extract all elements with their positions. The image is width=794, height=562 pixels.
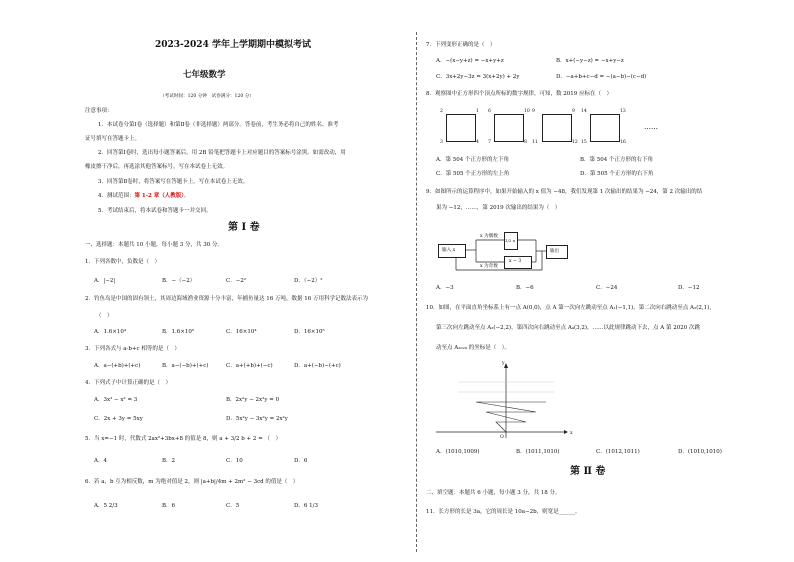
q7-option-a: A．−(x−y+z) = −x+y+z: [436, 58, 504, 64]
flow-input-label: 输入 x: [442, 248, 456, 253]
q9-stem-b: 果为 −12，……，第 2019 次输出的结果为（ ）: [436, 205, 561, 211]
sq-num: 14: [581, 109, 587, 114]
q10-option-a: A．(1010,1009): [436, 449, 480, 455]
sq-num: 16: [620, 140, 626, 145]
q9-option-c: C．−24: [596, 285, 618, 291]
note-3: 3．回答第Ⅱ卷时，将答案写在答题卡上。写在本试卷上无效。: [98, 179, 249, 185]
flow-odd-label: x 为奇数: [480, 264, 498, 269]
q8-stem: 8．观察图中正方形四个顶点所标的数字规律，可知，数 2019 应标在（ ）: [426, 91, 612, 97]
note-4: 4．测试范围：第 1-2 章（人教版）。: [98, 193, 190, 199]
q3-option-a: A．a−(+b)+(+c): [94, 363, 141, 369]
sq-num: 7: [488, 140, 491, 145]
sq-num: 9: [532, 109, 535, 114]
q5-option-d: D．6: [294, 458, 308, 464]
note-1b: 证号填写在答题卡上。: [85, 136, 141, 142]
q8-option-a: A．第 504 个正方形的左下角: [436, 157, 509, 163]
q3-stem: 3．下列各式与 a-b+c 相等的是（ ）: [85, 346, 180, 352]
q2-paren: （ ）: [96, 313, 113, 319]
q1-option-c: C．−2²: [226, 278, 247, 284]
q3-option-d: D．a+(−b)−(+c): [294, 363, 341, 369]
q6-option-c: C．5: [226, 503, 240, 509]
q8-option-d: D．第 505 个正方形的右下角: [580, 171, 654, 177]
q10-stem-c: 动至点 A₂₀₂₀ 的坐标是（ ）。: [436, 345, 511, 351]
sq-num: 3: [440, 140, 443, 145]
sq-num: 1: [476, 109, 479, 114]
exam-subtitle: 七年级数学: [183, 70, 226, 80]
q5-option-b: B．2: [162, 458, 176, 464]
q9-option-d: D．−12: [678, 285, 700, 291]
q5-option-a: A．4: [94, 458, 107, 464]
q10-coordinate-figure: [418, 0, 794, 562]
x-axis-label: x: [570, 431, 573, 436]
sq-num: 13: [620, 109, 626, 114]
q10-stem-a: 10．如图，在平面直角坐标系上有一点 A(0,0)，点 A 第一次向左跳动至点 A₁(−1,1)，第二次向右跳动至点 A₂(2,1)，: [426, 305, 715, 311]
q8-ellipsis: ……: [644, 123, 658, 131]
note-2b: 橡皮擦干净后，再选涂其他答案标号。写在本试卷上无效。: [85, 164, 229, 170]
q2-option-b: B．1.6×10⁵: [162, 329, 195, 335]
q1-option-d: D．（−2）²: [294, 278, 323, 284]
part1-section: 一、选择题：本题共 10 小题，每小题 3 分，共 30 分。: [85, 242, 223, 248]
q9-stem-a: 9．如图所示的运算程序中，如果开始输入的 x 值为 −48，我们发现第 1 次输出的结果为 −24，第 2 次输出的结: [426, 189, 703, 195]
q10-option-c: C．(1012,1011): [596, 449, 640, 455]
note-5: 5．考试结束后，将本试卷和答题卡一并交回。: [98, 208, 212, 214]
q2-option-c: C．16×10⁴: [226, 329, 257, 335]
q11-stem: 11．长方形的长是 3a，它的周长是 10a−2b，则宽是______。: [426, 509, 581, 515]
q6-stem: 6．若 a，b 互为相反数，m 为绝对值是 2，则 |a+b|/4m + 2m² − 3cd 的值是（ ）: [85, 479, 299, 485]
q7-option-d: D．−a+b+c−d = −(a−b)−(c−d): [556, 74, 647, 80]
exam-title: 2023-2024 学年上学期期中模拟考试: [155, 40, 311, 50]
q10-option-d: D．(1010,1010): [678, 449, 722, 455]
q6-option-b: B．6: [162, 503, 176, 509]
sq-num: 12: [572, 140, 578, 145]
part1-heading: 第 Ⅰ 卷: [228, 222, 260, 233]
q3-option-c: C．a+(+b)+(−c): [226, 363, 273, 369]
sq-num: 11: [532, 140, 538, 145]
q8-option-c: C．第 505 个正方形的左上角: [436, 171, 510, 177]
notes-heading: 注意事项：: [85, 108, 113, 114]
sq-num: 15: [581, 140, 587, 145]
q4-stem: 4．下列式子中计算正确的是（ ）: [85, 380, 172, 386]
origin-label: O: [500, 435, 504, 440]
exam-info: （考试时间：120 分钟 试卷满分：120 分）: [160, 94, 254, 99]
sq-num: 8: [524, 140, 527, 145]
q8-option-b: B．第 504 个正方形的右下角: [580, 157, 654, 163]
q9-option-b: B．−6: [516, 285, 534, 291]
flow-half-label: 1/2 x: [505, 238, 515, 243]
flow-minus-label: x − 3: [509, 259, 522, 264]
q4-option-d: D．5x²y − 3x²y = 2x²y: [226, 416, 288, 422]
q4-option-a: A．3x² − x² = 3: [94, 397, 138, 403]
q6-option-a: A．5 2/3: [94, 503, 118, 509]
note-1a: 1．本试卷分第Ⅰ卷（选择题）和第Ⅱ卷（非选择题）两部分。答卷前，考生务必将自己的姓名、准考: [98, 122, 339, 128]
flow-output-label: 输出: [550, 249, 560, 254]
flow-even-label: x 为偶数: [480, 234, 498, 239]
q2-option-a: A．1.6×10⁴: [94, 329, 127, 335]
q7-option-c: C．3x+2y−3z = 3(x+2y) + 2y: [436, 74, 520, 80]
note-2a: 2．回答第Ⅰ卷时，选出每小题答案后，用 2B 铅笔把答题卡上对应题目的答案标号涂黑。如需改动，用: [98, 150, 346, 156]
sq-num: 6: [488, 109, 491, 114]
right-column: [418, 0, 794, 562]
sq-num: 10: [524, 109, 530, 114]
q7-stem: 7．下列变形正确的是（ ）: [426, 42, 496, 48]
q4-option-b: B．2x²y − 2x²y = 0: [226, 397, 280, 403]
q10-option-b: B．(1011,1010): [516, 449, 560, 455]
q1-stem: 1．下列各数中，负数是（ ）: [85, 259, 161, 265]
q1-option-a: A．|−2|: [94, 278, 116, 284]
part2-section: 二、填空题：本题共 6 小题，每小题 3 分，共 18 分。: [426, 490, 561, 496]
q5-option-c: C．10: [226, 458, 243, 464]
column-divider: [416, 32, 417, 552]
q2-stem: 2．钓鱼岛是中国的固有领土，其周边海域渔业资源十分丰富，年捕鱼量达 16 万吨，数据 16 万用科学记数法表示为: [85, 296, 368, 302]
q6-option-d: D．6 1/3: [294, 503, 319, 509]
q9-option-a: A．−3: [436, 285, 454, 291]
sq-num: 9: [572, 109, 575, 114]
y-axis-label: y: [502, 361, 505, 366]
q10-stem-b: 第三次向左跳动至点 A₃(−2,2)，第四次向右跳动至点 A₄(3,2)，……以此规律跳动下去，点 A 第 2020 次跳: [436, 325, 700, 331]
q2-option-d: D．16×10⁵: [294, 329, 325, 335]
sq-num: 4: [476, 140, 479, 145]
sq-num: 2: [440, 109, 443, 114]
q5-stem: 5．当 x=−1 时，代数式 2ax²+3bx+8 的值是 8，则 a + 3/2 b + 2 = （ ）: [85, 436, 281, 442]
part2-heading: 第 Ⅱ 卷: [570, 466, 606, 477]
q4-option-c: C．2x + 3y = 5xy: [94, 416, 143, 422]
q3-option-b: B．a−(−b)+(+c): [162, 363, 209, 369]
q1-option-b: B．−（−2）: [162, 278, 196, 284]
q7-option-b: B．x+(−y−z) = −x+y−z: [556, 58, 624, 64]
